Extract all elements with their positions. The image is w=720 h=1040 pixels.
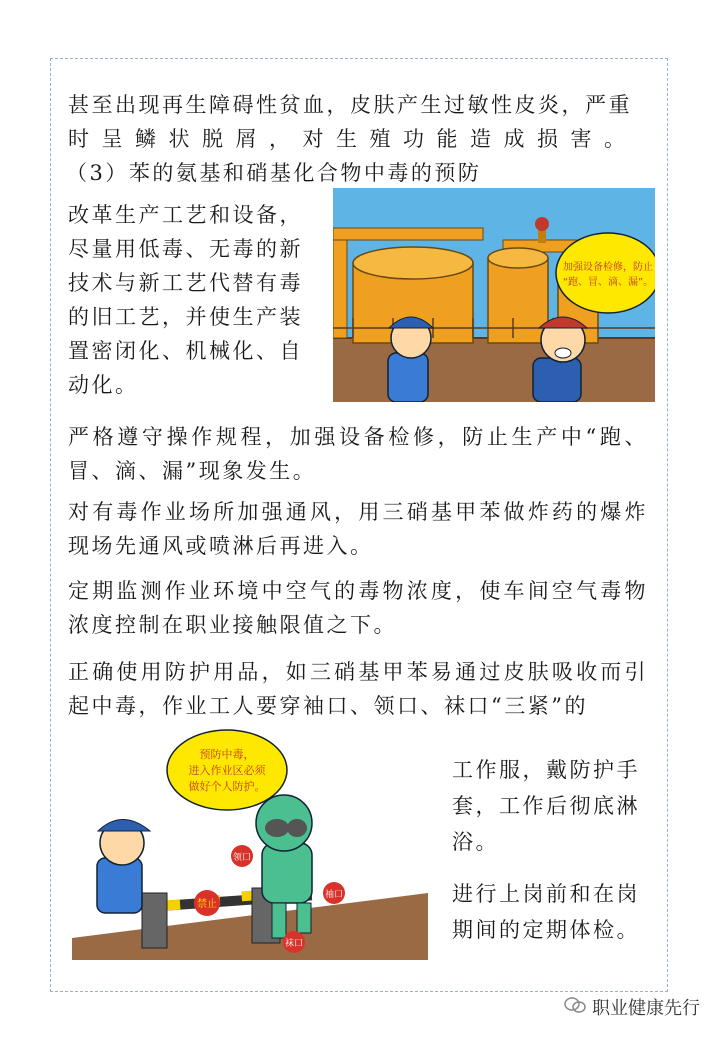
para1-line: 置密闭化、机械化、自 xyxy=(68,339,303,363)
paragraph-ventilation: 对有毒作业场所加强通风，用三硝基甲苯做炸药的爆炸现场先通风或喷淋后再进入。 xyxy=(68,500,648,558)
label-collar: 领口 xyxy=(232,853,252,863)
text-line-2: 时呈鳞状脱屑，对生殖功能造成损害。 xyxy=(68,127,638,151)
para1-line: 动化。 xyxy=(68,373,139,397)
protection-illustration xyxy=(72,728,428,960)
paragraph-operating-rules: 严格遵守操作规程，加强设备检修，防止生产中“跑、冒、滴、漏”现象发生。 xyxy=(68,425,648,483)
bubble-line-2: “跑、冒、滴、漏”。 xyxy=(562,277,654,288)
label-sock: 袜口 xyxy=(284,939,304,949)
factory-illustration xyxy=(333,188,655,402)
label-stop: 禁止 xyxy=(197,899,217,910)
label-cuff: 袖口 xyxy=(324,890,344,900)
paragraph-monitoring: 定期监测作业环境中空气的毒物浓度，使车间空气毒物浓度控制在职业接触限值之下。 xyxy=(68,579,648,637)
para1-line: 改革生产工艺和设备， xyxy=(68,203,303,227)
text-line-1: 甚至出现再生障碍性贫血，皮肤产生过敏性皮炎，严重 xyxy=(68,93,632,117)
wechat-icon xyxy=(564,996,586,1019)
account-name: 职业健康先行 xyxy=(592,998,700,1019)
officer-figure xyxy=(97,820,150,914)
bubble2-line-3: 做好个人防护。 xyxy=(188,780,266,793)
para1-line: 技术与新工艺代替有毒 xyxy=(68,271,303,295)
paragraph-workwear: 工作服，戴防护手套，工作后彻底淋浴。 xyxy=(452,758,640,854)
worker-left-figure xyxy=(388,317,433,402)
para1-line: 尽量用低毒、无毒的新 xyxy=(68,237,303,261)
paragraph-process-reform xyxy=(68,198,333,402)
para1-line: 的旧工艺，并使生产装 xyxy=(68,305,303,329)
paragraph-protective-gear: 正确使用防护用品，如三硝基甲苯易通过皮肤吸收而引起中毒，作业工人要穿袖口、领口、袜口“三紧”的 xyxy=(68,660,648,718)
paragraph-health-check: 进行上岗前和在岗期间的定期体检。 xyxy=(452,882,640,942)
bubble2-line-1: 预防中毒， xyxy=(199,748,255,761)
bubble2-line-2: 进入作业区必须 xyxy=(188,764,266,777)
footer-account xyxy=(564,994,700,1020)
section-heading: （3）苯的氨基和硝基化合物中毒的预防 xyxy=(66,161,482,185)
bubble-line-1: 加强设备检修，防止 xyxy=(563,262,653,273)
